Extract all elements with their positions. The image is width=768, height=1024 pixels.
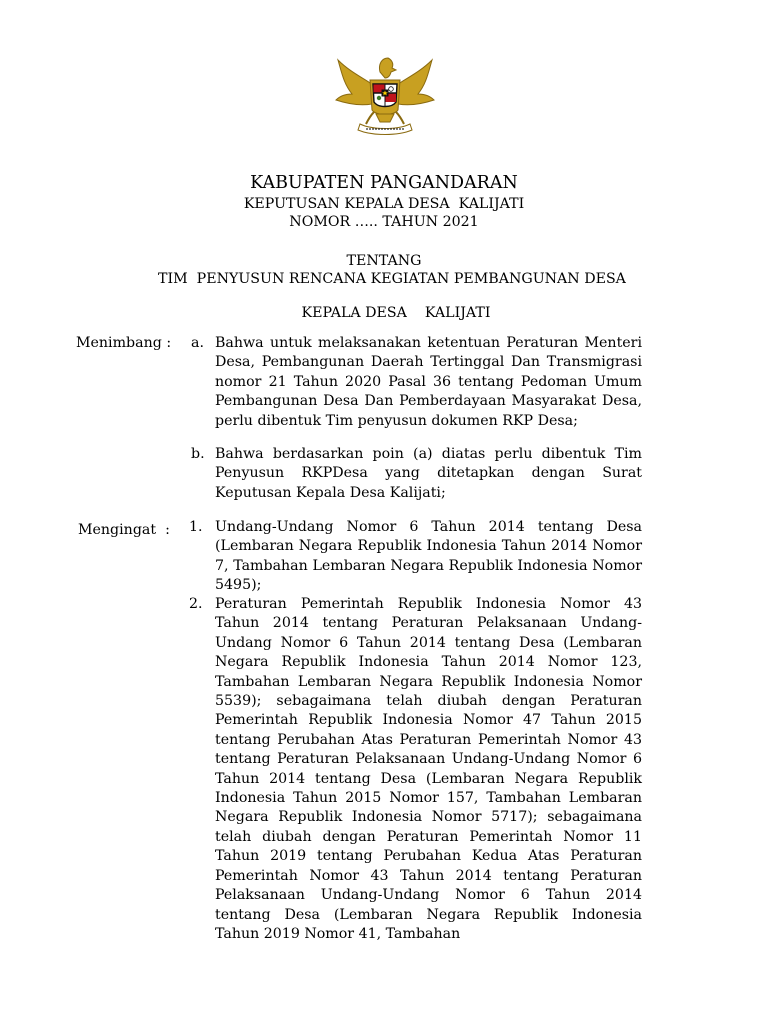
mengingat-label: Mengingat :	[78, 522, 170, 538]
garuda-emblem	[330, 50, 440, 138]
garuda-tail	[376, 114, 394, 122]
issuer-title: KEPALA DESA KALIJATI	[301, 305, 491, 321]
decree-subject: TIM PENYUSUN RENCANA KEGIATAN PEMBANGUNAN DESA	[158, 271, 626, 287]
about-heading: TENTANG	[346, 253, 422, 269]
garuda-head	[379, 58, 396, 78]
item-number: 1.	[189, 519, 203, 535]
shield-icon	[373, 84, 397, 107]
menimbang-label: Menimbang :	[76, 335, 172, 351]
item-number: 2.	[189, 596, 203, 612]
item-text: Bahwa berdasarkan poin (a) diatas perlu dibentuk Tim Penyusun RKPDesa yang ditetapkan dengan Surat Keputusan Kepala Desa Kalijati;	[215, 446, 642, 501]
mengingat-item-2	[189, 595, 642, 944]
item-text: Peraturan Pemerintah Republik Indonesia Nomor 43 Tahun 2014 tentang Peraturan Pelaksanaan Undang-Undang Nomor 6 Tahun 2014 tentang Desa (Lembaran Negara Republik Indonesia Tahun 2014 Nomor 123, Tambahan Lembaran Negara Republik Indonesia Nomor 5539); sebagaimana telah diubah dengan Peraturan Pemerintah Republik Indonesia Nomor 47 Tahun 2015 tentang Perubahan Atas Peraturan Pemerintah Nomor 43 tentang Peraturan Pelaksanaan Undang-Undang Nomor 6 Tahun 2014 tentang Desa (Lembaran Negara Republik Indonesia Tahun 2015 Nomor 157, Tambahan Lembaran Negara Republik Indonesia Nomor 5717); sebagaimana telah diubah dengan Peraturan Pemerintah Nomor 11 Tahun 2019 tentang Perubahan Kedua Atas Peraturan Pemerintah Nomor 43 Tahun 2014 tentang Peraturan Pelaksanaan Undang-Undang Nomor 6 Tahun 2014 tentang Desa (Lembaran Negara Republik Indonesia Tahun 2019 Nomor 41, Tambahan	[215, 596, 642, 942]
item-text: Undang-Undang Nomor 6 Tahun 2014 tentang Desa (Lembaran Negara Republik Indonesia Tahun 2014 Nomor 7, Tambahan Lembaran Negara Republik Indonesia Nomor 5495);	[215, 519, 642, 594]
menimbang-item-a	[191, 334, 642, 431]
item-marker: b.	[191, 446, 205, 462]
item-marker: a.	[191, 335, 204, 351]
menimbang-item-b	[191, 445, 642, 503]
mengingat-item-1	[189, 518, 642, 596]
item-text: Bahwa untuk melaksanakan ketentuan Peraturan Menteri Desa, Pembangunan Daerah Tertinggal Dan Transmigrasi nomor 21 Tahun 2020 Pasal 36 tentang Pedoman Umum Pembangunan Desa Dan Pemberdayaan Masyarakat Desa, perlu dibentuk Tim penyusun dokumen RKP Desa;	[215, 335, 642, 429]
regency-title: KABUPATEN PANGANDARAN	[250, 173, 518, 193]
decree-title: KEPUTUSAN KEPALA DESA KALIJATI	[243, 196, 525, 212]
decree-number: NOMOR ….. TAHUN 2021	[289, 214, 479, 230]
